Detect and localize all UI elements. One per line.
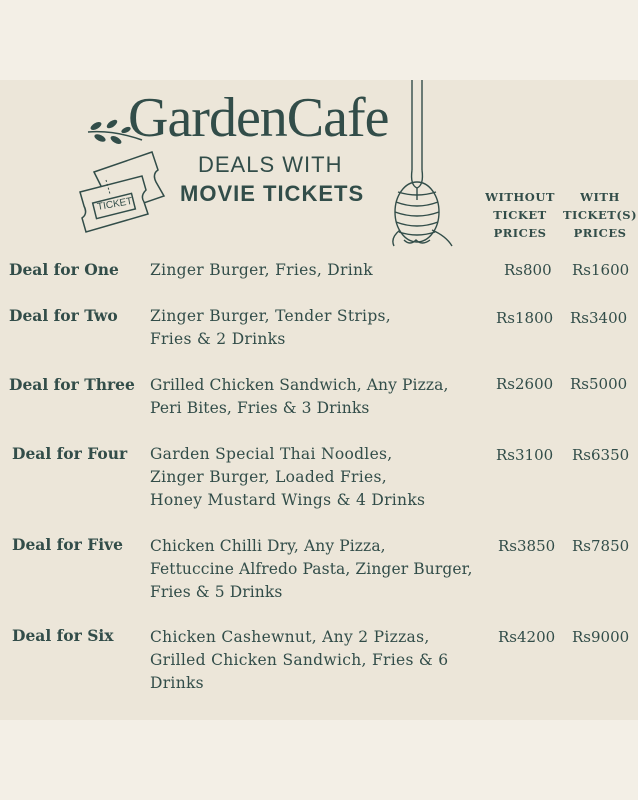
deal-item-line: Peri Bites, Fries & 3 Drinks: [150, 399, 370, 417]
menu-poster: [0, 80, 638, 720]
deal-item-line: Fettuccine Alfredo Pasta, Zinger Burger,: [150, 560, 473, 578]
price-without-ticket: Rs1800: [496, 309, 554, 327]
price-without-ticket: Rs3850: [498, 537, 556, 555]
deal-name: Deal for Three: [9, 375, 135, 394]
deal-name: Deal for Six: [12, 626, 114, 645]
brand-title: GardenCafe: [128, 87, 389, 149]
ticket-icon: [76, 150, 176, 240]
deal-item-line: Zinger Burger, Fries, Drink: [150, 261, 373, 279]
deal-items: [150, 374, 500, 420]
deal-item-line: Zinger Burger, Loaded Fries,: [150, 468, 387, 486]
deal-name: Deal for Two: [9, 306, 118, 325]
deal-items: [150, 259, 510, 282]
price-with-ticket: Rs9000: [572, 628, 630, 646]
deal-item-line: Garden Special Thai Noodles,: [150, 445, 393, 463]
price-with-ticket: Rs6350: [572, 446, 630, 464]
col-without-line3: PRICES: [493, 226, 547, 240]
col-with-line3: PRICES: [573, 226, 627, 240]
deal-item-line: Fries & 5 Drinks: [150, 583, 283, 601]
subtitle-movie-tickets: MOVIE TICKETS: [180, 181, 365, 206]
deal-name: Deal for One: [9, 260, 119, 279]
price-without-ticket: Rs3100: [496, 446, 554, 464]
deal-items: [150, 305, 510, 351]
col-without-line2: TICKET: [493, 208, 547, 222]
deal-item-line: Drinks: [150, 674, 204, 692]
col-without-line1: WITHOUT: [485, 190, 555, 204]
col-with-line2: TICKET(S): [562, 208, 638, 222]
column-header-without: [480, 188, 560, 242]
deal-items: [150, 626, 495, 695]
deal-item-line: Grilled Chicken Sandwich, Any Pizza,: [150, 376, 449, 394]
deal-items: [150, 535, 500, 604]
column-header-with: [560, 188, 638, 242]
price-without-ticket: Rs4200: [498, 628, 556, 646]
deal-item-line: Honey Mustard Wings & 4 Drinks: [150, 491, 426, 509]
subtitle-deals-with: DEALS WITH: [198, 152, 343, 177]
price-with-ticket: Rs3400: [570, 309, 628, 327]
deal-item-line: Zinger Burger, Tender Strips,: [150, 307, 392, 325]
deal-item-line: Grilled Chicken Sandwich, Fries & 6: [150, 651, 449, 669]
deal-item-line: Fries & 2 Drinks: [150, 330, 286, 348]
price-without-ticket: Rs800: [504, 261, 552, 279]
ticket-label: TICKET: [96, 195, 134, 214]
deal-item-line: Chicken Cashewnut, Any 2 Pizzas,: [150, 628, 430, 646]
deal-item-line: Chicken Chilli Dry, Any Pizza,: [150, 537, 386, 555]
deal-items: [150, 443, 510, 512]
fork-noodles-icon: [390, 80, 460, 250]
price-with-ticket: Rs5000: [570, 375, 628, 393]
col-with-line1: WITH: [580, 190, 620, 204]
price-with-ticket: Rs7850: [572, 537, 630, 555]
price-without-ticket: Rs2600: [496, 375, 554, 393]
deal-name: Deal for Five: [12, 535, 123, 554]
price-with-ticket: Rs1600: [572, 261, 630, 279]
deal-name: Deal for Four: [12, 444, 128, 463]
